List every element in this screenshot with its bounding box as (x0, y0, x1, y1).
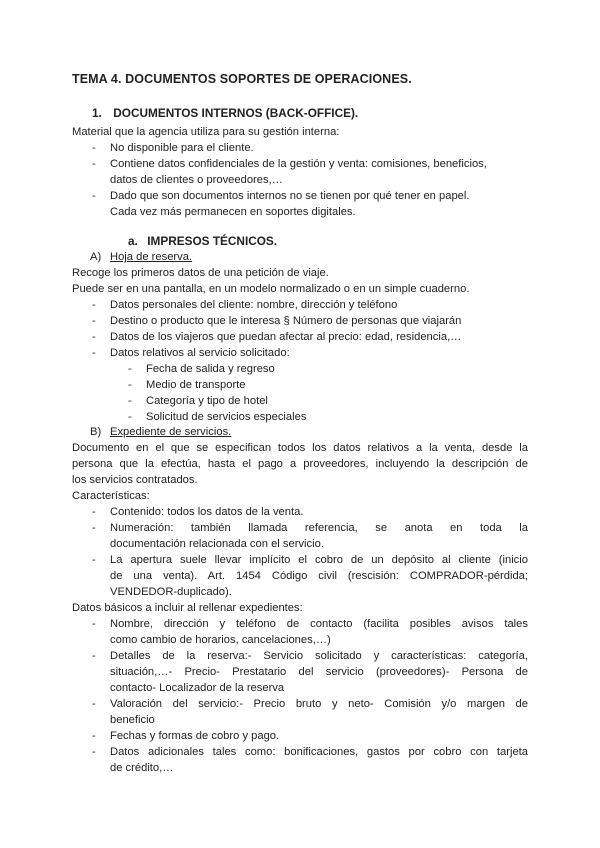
section-1-bullet: No disponible para el cliente. (110, 142, 254, 154)
item-a-subbullet: Categoría y tipo de hotel (146, 395, 268, 407)
item-a-subbullet: Fecha de salida y regreso (146, 363, 275, 375)
section-1-bullet-cont: datos de clientes o proveedores,… (110, 174, 283, 186)
section-1-title: DOCUMENTOS INTERNOS (BACK-OFFICE). (113, 106, 359, 120)
basic-bullet: Detalles de la reserva:- Servicio solicitado y características: categoría, (110, 650, 528, 662)
item-b-paragraph-line: Documento en el que se especifican todos los datos relativos a la venta, desde la (72, 442, 528, 454)
item-b-paragraph-line: persona que la efectúa, hasta el pago a proveedores, incluyendo la descripción de (72, 458, 528, 470)
basic-bullet-cont: de crédito,… (110, 762, 174, 774)
basic-data-label: Datos básicos a incluir al rellenar expedientes: (72, 602, 303, 614)
subsection-a-number: a. (128, 234, 138, 248)
bullet-dash: - (92, 554, 96, 566)
feature-bullet-cont: de una venta). Art. 1454 Código civil (rescisión: COMPRADOR-pérdida; (110, 570, 528, 582)
basic-bullet: Nombre, dirección y teléfono de contacto (facilita posibles avisos tales (110, 618, 528, 630)
subbullet-dash: - (128, 363, 132, 375)
basic-bullet-cont: beneficio (110, 714, 155, 726)
item-a-bullet: Datos relativos al servicio solicitado: (110, 347, 290, 359)
bullet-dash: - (92, 158, 96, 170)
subbullet-dash: - (128, 395, 132, 407)
item-a-bullet: Destino o producto que le interesa § Número de personas que viajarán (110, 315, 462, 327)
item-b-marker: B) (90, 426, 102, 438)
bullet-dash: - (92, 331, 96, 343)
basic-bullet: Fechas y formas de cobro y pago. (110, 730, 280, 742)
subbullet-dash: - (128, 379, 132, 391)
bullet-dash: - (92, 142, 96, 154)
bullet-dash: - (92, 650, 96, 662)
subbullet-dash: - (128, 411, 132, 423)
bullet-dash: - (92, 190, 96, 202)
features-label: Características: (72, 490, 150, 502)
feature-bullet-cont: documentación relacionada con el servicio. (110, 538, 324, 550)
feature-bullet: Contenido: todos los datos de la venta. (110, 506, 304, 518)
item-a-bullet: Datos de los viajeros que puedan afectar al precio: edad, residencia,… (110, 331, 462, 343)
document-title: TEMA 4. DOCUMENTOS SOPORTES DE OPERACIONES. (72, 72, 412, 86)
bullet-dash: - (92, 347, 96, 359)
item-a-label: Hoja de reserva. (110, 251, 193, 263)
bullet-dash: - (92, 618, 96, 630)
bullet-dash: - (92, 730, 96, 742)
item-a-marker: A) (90, 251, 102, 263)
basic-bullet-cont: como cambio de horarios, cancelaciones,…) (110, 634, 331, 646)
bullet-dash: - (92, 506, 96, 518)
section-1-bullet-cont: Cada vez más permanecen en soportes digitales. (110, 206, 356, 218)
item-a-subbullet: Solicitud de servicios especiales (146, 411, 307, 423)
item-a-text: Recoge los primeros datos de una petición de viaje. (72, 267, 329, 279)
subsection-a-title: IMPRESOS TÉCNICOS. (147, 234, 278, 248)
feature-bullet: La apertura suele llevar implícito el cobro de un depósito al cliente (inicio (110, 554, 528, 566)
bullet-dash: - (92, 746, 96, 758)
bullet-dash: - (92, 698, 96, 710)
subsection-a-heading (128, 234, 277, 248)
basic-bullet: Datos adicionales tales como: bonificaciones, gastos por cobro con tarjeta (110, 746, 528, 758)
item-b-paragraph-line: los servicios contratados. (72, 474, 198, 486)
feature-bullet: Numeración: también llamada referencia, se anota en toda la (110, 522, 528, 534)
bullet-dash: - (92, 299, 96, 311)
item-a-bullet: Datos personales del cliente: nombre, dirección y teléfono (110, 299, 398, 311)
item-a-text: Puede ser en una pantalla, en un modelo normalizado o en un simple cuaderno. (72, 283, 470, 295)
bullet-dash: - (92, 522, 96, 534)
bullet-dash: - (92, 315, 96, 327)
section-1-bullet: Dado que son documentos internos no se tienen por qué tener en papel. (110, 190, 470, 202)
item-b-label: Expediente de servicios. (110, 426, 232, 438)
item-a-subbullet: Medio de transporte (146, 379, 246, 391)
basic-bullet-cont: situación,…- Precio- Prestatario del servicio (proveedores)- Persona de (110, 666, 528, 678)
section-1-bullet: Contiene datos confidenciales de la gestión y venta: comisiones, beneficios, (110, 158, 487, 170)
basic-bullet: Valoración del servicio:- Precio bruto y neto- Comisión y/o margen de (110, 698, 528, 710)
section-1-intro: Material que la agencia utiliza para su gestión interna: (72, 126, 340, 138)
section-1-number: 1. (92, 106, 102, 120)
section-1-heading (92, 106, 358, 120)
basic-bullet-cont: contacto- Localizador de la reserva (110, 682, 285, 694)
feature-bullet-cont: VENDEDOR-duplicado). (110, 586, 232, 598)
